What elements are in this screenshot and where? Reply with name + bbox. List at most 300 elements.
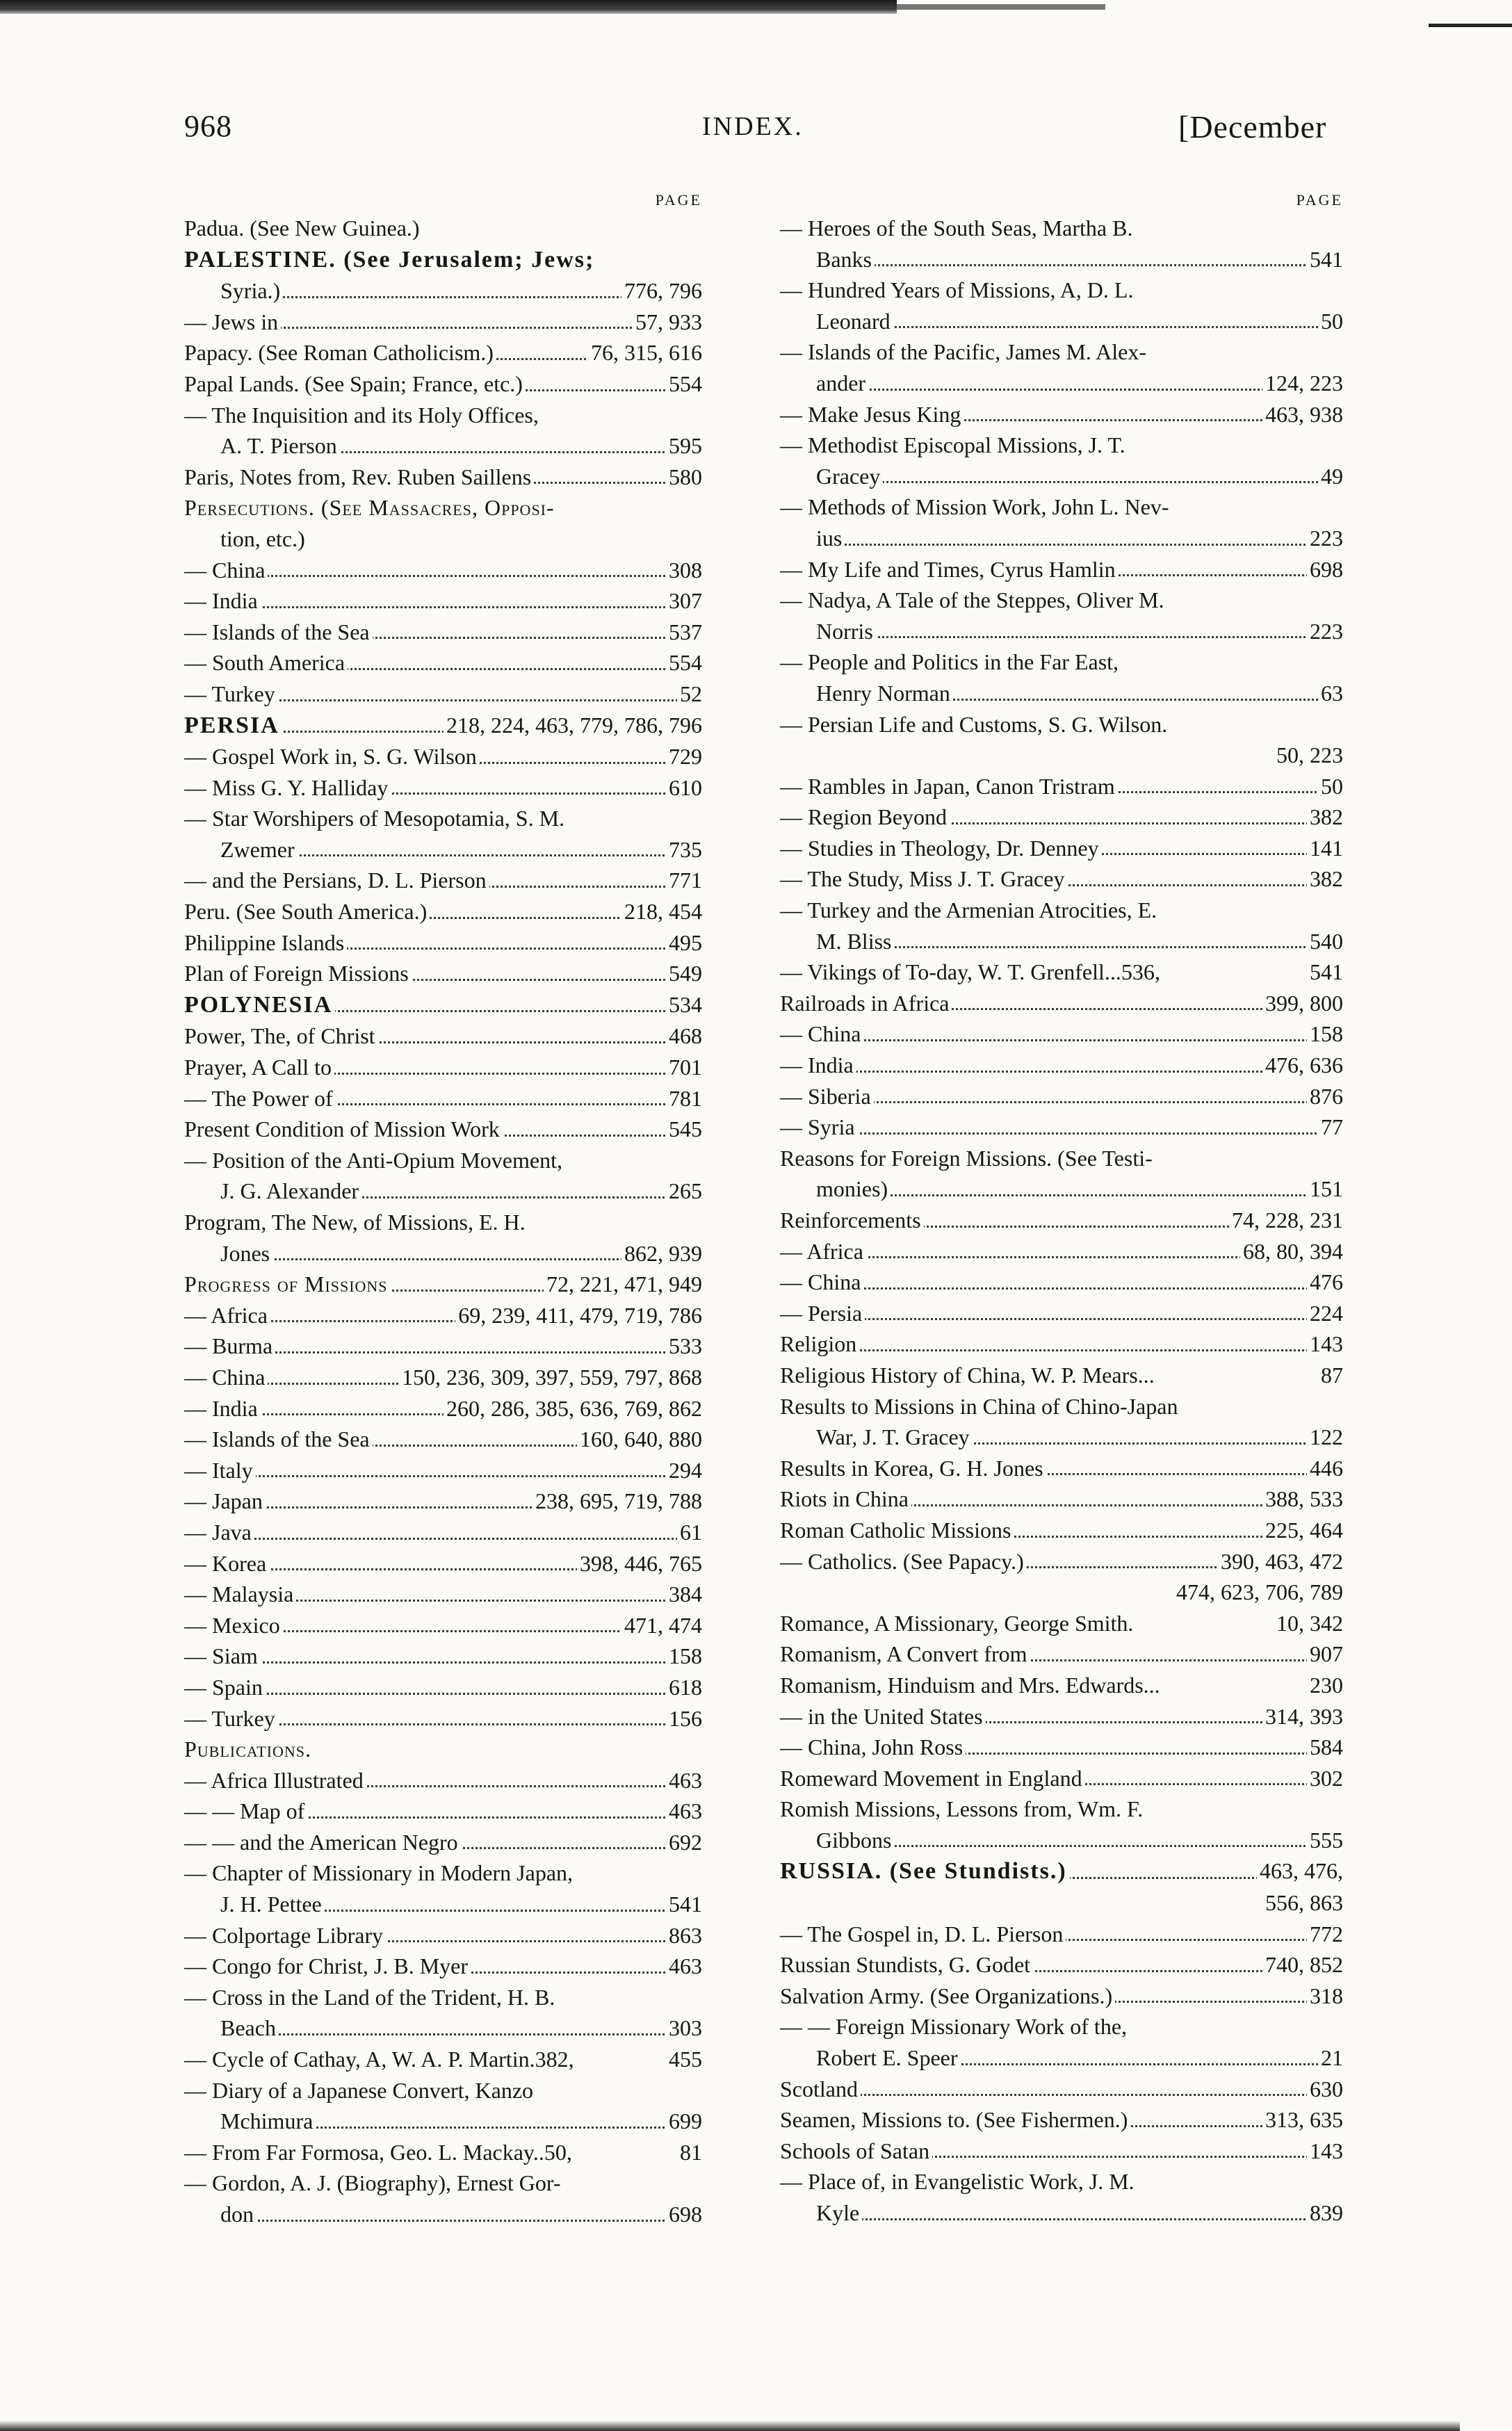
index-entry	[780, 554, 1343, 585]
entry-text: Mchimura	[220, 2108, 316, 2133]
entry-page-refs: 308	[666, 555, 702, 586]
index-entry	[184, 2199, 702, 2230]
entry-page-refs: 541	[1307, 244, 1343, 275]
index-entry	[780, 1422, 1343, 1453]
entry-page-refs: 540	[1307, 926, 1343, 957]
entry-text: Gibbons	[816, 1828, 894, 1853]
entry-page-refs: 77	[1318, 1112, 1343, 1143]
index-entry	[184, 492, 702, 523]
entry-text: — — Foreign Missionary Work of the,	[780, 2014, 1130, 2039]
index-entry	[780, 833, 1343, 864]
index-entry	[184, 834, 702, 865]
entry-text: Scotland	[780, 2076, 861, 2101]
index-entry	[780, 1173, 1343, 1205]
entry-page-refs: 455	[666, 2044, 702, 2075]
entry-page-refs: 554	[666, 368, 702, 400]
entry-text: — Turkey and the Armenian Atrocities, E.	[780, 897, 1160, 922]
entry-page-refs: 318	[1307, 1981, 1343, 2012]
entry-page-refs: 781	[666, 1083, 702, 1114]
index-entry	[780, 1267, 1343, 1298]
index-entry	[780, 1143, 1343, 1174]
entry-page-refs: 223	[1307, 523, 1343, 554]
index-entry	[780, 802, 1343, 833]
index-entry	[780, 1360, 1343, 1391]
entry-page-refs: 398, 446, 765	[577, 1548, 702, 1579]
index-entry	[780, 1298, 1343, 1329]
index-entry	[184, 803, 702, 834]
index-entry	[184, 1486, 702, 1517]
index-entry	[184, 1269, 702, 1300]
entry-text: — Hundred Years of Missions, A, D. L.	[780, 277, 1136, 302]
entry-page-refs: 463, 938	[1262, 399, 1343, 430]
index-entry	[780, 1018, 1343, 1050]
entry-text: Present Condition of Mission Work	[184, 1116, 503, 1141]
entry-page-refs: 610	[666, 772, 702, 804]
index-entry	[780, 1887, 1343, 1919]
entry-page-refs: 50	[1318, 771, 1343, 802]
index-entry	[780, 1794, 1343, 1825]
entry-text: M. Bliss	[816, 929, 894, 954]
running-head	[0, 104, 1512, 153]
index-entry	[184, 1734, 702, 1765]
entry-text: — — and the American Negro	[184, 1830, 461, 1855]
entry-page-refs: 534	[666, 989, 702, 1021]
index-entry	[780, 1981, 1343, 2012]
entry-page-refs: 618	[666, 1672, 702, 1703]
entry-text: — Persian Life and Customs, S. G. Wilson.	[780, 712, 1170, 737]
entry-page-refs: 74, 228, 231	[1229, 1205, 1343, 1236]
entry-page-refs: 537	[666, 617, 702, 648]
entry-text: — and the Persians, D. L. Pierson	[184, 868, 489, 893]
entry-text: — The Gospel in, D. L. Pierson	[780, 1921, 1066, 1946]
index-entry	[184, 462, 702, 493]
index-entry	[184, 1610, 702, 1641]
entry-text: — Make Jesus King	[780, 402, 964, 427]
entry-page-refs: 476	[1307, 1267, 1343, 1298]
index-entry	[184, 1331, 702, 1362]
entry-text: — Vikings of To-day, W. T. Grenfell...536,	[780, 959, 1163, 984]
entry-text: Papacy. (See Roman Catholicism.)	[184, 340, 496, 365]
index-entry	[184, 368, 702, 400]
entry-page-refs: 143	[1307, 1328, 1343, 1360]
entry-text: Progress of Missions	[184, 1271, 391, 1296]
index-entry	[780, 1670, 1343, 1701]
entry-page-refs: 150, 236, 309, 397, 559, 797, 868	[399, 1362, 702, 1393]
entry-text: J. G. Alexander	[220, 1178, 361, 1203]
entry-page-refs: 307	[666, 585, 702, 617]
entry-text	[816, 742, 819, 767]
entry-page-refs: 495	[666, 927, 702, 959]
index-entry	[780, 1949, 1343, 1981]
index-entry	[780, 1855, 1343, 1887]
entry-text: — India	[184, 1396, 261, 1421]
index-entry	[184, 2168, 702, 2199]
entry-text: Publications.	[184, 1737, 314, 1762]
entry-page-refs: 862, 939	[621, 1238, 702, 1269]
entry-page-refs: 141	[1307, 833, 1343, 864]
entry-page-refs: 698	[1307, 554, 1343, 585]
entry-text: Robert E. Speer	[816, 2045, 961, 2070]
index-entry	[780, 740, 1343, 771]
entry-text: ius	[816, 526, 845, 551]
entry-text: POLYNESIA	[184, 992, 335, 1018]
entry-page-refs: 876	[1307, 1081, 1343, 1112]
entry-page-refs: 218, 224, 463, 779, 786, 796	[444, 710, 702, 741]
entry-page-refs: 151	[1307, 1173, 1343, 1205]
entry-text: Reasons for Foreign Missions. (See Testi-	[780, 1146, 1155, 1171]
entry-text: Russian Stundists, G. Godet	[780, 1952, 1033, 1977]
entry-page-refs: 224	[1307, 1298, 1343, 1329]
entry-page-refs: 63	[1318, 678, 1343, 709]
entry-page-refs: 463	[666, 1796, 702, 1827]
scan-edge-top	[0, 0, 897, 14]
entry-text: Leonard	[816, 309, 893, 334]
index-entry	[184, 1641, 702, 1672]
index-entry	[184, 2013, 702, 2044]
entry-text: — Burma	[184, 1333, 275, 1358]
entry-text: Results to Missions in China of Chino-Japan	[780, 1394, 1180, 1419]
index-entry	[780, 2074, 1343, 2105]
entry-page-refs: 21	[1318, 2042, 1343, 2074]
index-entry	[184, 1362, 702, 1393]
entry-page-refs: 698	[666, 2199, 702, 2230]
entry-page-refs: 265	[666, 1176, 702, 1207]
index-entry	[184, 1672, 702, 1703]
entry-page-refs: 302	[1307, 1763, 1343, 1794]
entry-text: — Spain	[184, 1675, 266, 1700]
entry-text: — Nadya, A Tale of the Steppes, Oliver M.	[780, 587, 1167, 612]
entry-text: — Rambles in Japan, Canon Tristram	[780, 774, 1118, 799]
index-entry	[780, 1081, 1343, 1112]
entry-text: Romance, A Missionary, George Smith.	[780, 1611, 1136, 1636]
index-entry	[780, 709, 1343, 740]
entry-page-refs: 61	[677, 1517, 702, 1548]
entry-list-left	[184, 213, 702, 2230]
entry-page-refs: 463, 476,	[1257, 1855, 1343, 1887]
entry-page-refs: 382	[1307, 863, 1343, 895]
index-entry	[184, 2137, 702, 2168]
entry-text: — The Inquisition and its Holy Offices,	[184, 403, 542, 428]
entry-text: — Japan	[184, 1488, 266, 1513]
index-entry	[780, 585, 1343, 616]
index-entry	[184, 1145, 702, 1176]
index-entry	[780, 1825, 1343, 1856]
index-entry	[184, 1920, 702, 1951]
entry-page-refs: 76, 315, 616	[588, 337, 702, 368]
entry-page-refs: 50, 223	[1274, 740, 1343, 771]
index-entry	[184, 647, 702, 678]
index-entry	[780, 306, 1343, 337]
entry-text: — Region Beyond	[780, 804, 950, 829]
entry-text: — Africa Illustrated	[184, 1768, 366, 1793]
entry-page-refs: 772	[1307, 1919, 1343, 1950]
index-entry	[184, 1455, 702, 1486]
entry-text: — Siam	[184, 1643, 261, 1668]
index-entry	[184, 555, 702, 586]
entry-text: — India	[184, 588, 261, 613]
index-entry	[184, 1703, 702, 1734]
entry-text: — Diary of a Japanese Convert, Kanzo	[184, 2078, 536, 2103]
entry-text: Henry Norman	[816, 681, 953, 706]
entry-page-refs: 839	[1307, 2197, 1343, 2229]
index-entry	[780, 1515, 1343, 1546]
index-entry	[780, 1483, 1343, 1515]
entry-text: — China	[780, 1021, 863, 1046]
index-entry	[184, 307, 702, 338]
entry-text: Program, The New, of Missions, E. H.	[184, 1210, 528, 1235]
entry-text: Riots in China	[780, 1486, 911, 1511]
entry-page-refs: 545	[666, 1114, 702, 1145]
entry-page-refs: 49	[1318, 461, 1343, 492]
entry-text: J. H. Pettee	[220, 1892, 325, 1917]
entry-page-refs: 699	[666, 2106, 702, 2137]
entry-text: — China	[184, 1365, 268, 1390]
entry-text: — Position of the Anti-Opium Movement,	[184, 1148, 565, 1173]
entry-text: PALESTINE. (See Jerusalem; Jews;	[184, 247, 597, 273]
entry-text: — Catholics. (See Papacy.)	[780, 1549, 1027, 1574]
entry-text: Religion	[780, 1331, 859, 1356]
entry-page-refs: 218, 454	[621, 896, 702, 927]
entry-page-refs: 72, 221, 471, 949	[544, 1269, 702, 1300]
entry-text: — Java	[184, 1520, 254, 1545]
index-entry	[184, 275, 702, 307]
entry-page-refs: 735	[666, 834, 702, 865]
entry-text: — Heroes of the South Seas, Martha B.	[780, 216, 1135, 241]
index-entry	[780, 2197, 1343, 2229]
index-entry	[184, 741, 702, 772]
entry-page-refs: 399, 800	[1262, 988, 1343, 1019]
index-entry	[780, 2136, 1343, 2167]
index-entry	[184, 213, 702, 244]
entry-text: — — Map of	[184, 1798, 307, 1823]
entry-text	[816, 1579, 819, 1604]
entry-text: — Cycle of Cathay, A, W. A. P. Martin.382,	[184, 2047, 577, 2072]
index-entry	[184, 244, 702, 276]
index-entry	[780, 1453, 1343, 1484]
entry-text: — Chapter of Missionary in Modern Japan,	[184, 1860, 576, 1885]
entry-text: Zwemer	[220, 837, 298, 862]
entry-page-refs: 555	[1307, 1825, 1343, 1856]
entry-page-refs: 50	[1318, 306, 1343, 337]
index-entry	[184, 2075, 702, 2106]
entry-text: — Persia	[780, 1301, 865, 1326]
entry-page-refs: 122	[1307, 1422, 1343, 1453]
index-entry	[780, 1112, 1343, 1143]
index-entry	[780, 461, 1343, 492]
index-column-left	[184, 188, 702, 2230]
entry-text: Banks	[816, 247, 875, 272]
index-entry	[780, 1608, 1343, 1639]
entry-text: monies)	[816, 1176, 891, 1201]
index-entry	[184, 1548, 702, 1579]
index-entry	[780, 275, 1343, 306]
index-entry	[184, 1579, 702, 1610]
index-entry	[184, 400, 702, 431]
index-entry	[184, 1300, 702, 1331]
index-entry	[184, 1889, 702, 1920]
entry-page-refs: 158	[1307, 1018, 1343, 1050]
index-entry	[184, 1982, 702, 2013]
scan-edge-bottom	[0, 2421, 1460, 2431]
entry-page-refs: 554	[666, 647, 702, 678]
entry-page-refs: 863	[666, 1920, 702, 1951]
entry-page-refs: 230	[1307, 1670, 1343, 1701]
entry-text: PERSIA	[184, 713, 282, 738]
entry-text: — Gospel Work in, S. G. Wilson	[184, 744, 480, 769]
entry-text: — Colportage Library	[184, 1923, 386, 1948]
index-entry	[780, 1732, 1343, 1763]
index-entry	[780, 399, 1343, 430]
entry-text: — China, John Ross	[780, 1734, 966, 1759]
entry-text: Salvation Army. (See Organizations.)	[780, 1983, 1115, 2008]
entry-page-refs: 87	[1318, 1360, 1343, 1391]
entry-page-refs: 10, 342	[1274, 1608, 1343, 1639]
entry-text: Romeward Movement in England	[780, 1766, 1085, 1791]
entry-text: Kyle	[816, 2200, 862, 2225]
index-entry	[780, 430, 1343, 461]
entry-page-refs: 549	[666, 958, 702, 989]
index-entry	[780, 2166, 1343, 2197]
entry-text	[816, 1890, 819, 1915]
entry-text: — China	[780, 1269, 863, 1294]
entry-text: — Islands of the Sea	[184, 1426, 373, 1452]
index-entry	[780, 523, 1343, 554]
entry-page-refs: 463	[666, 1765, 702, 1796]
entry-text: Padua. (See New Guinea.)	[184, 216, 423, 241]
index-entry	[780, 336, 1343, 368]
index-column-right	[780, 188, 1343, 2229]
entry-page-refs: 446	[1307, 1453, 1343, 1484]
entry-text: A. T. Pierson	[220, 433, 340, 458]
entry-page-refs: 160, 640, 880	[577, 1424, 702, 1455]
entry-text: — in the United States	[780, 1704, 986, 1729]
index-entry	[780, 988, 1343, 1019]
index-entry	[780, 2011, 1343, 2042]
index-entry	[184, 1238, 702, 1269]
entry-page-refs: 907	[1307, 1639, 1343, 1670]
entry-page-refs: 771	[666, 865, 702, 896]
entry-text: Plan of Foreign Missions	[184, 961, 412, 986]
entry-page-refs: 68, 80, 394	[1240, 1236, 1343, 1267]
index-entry	[780, 926, 1343, 957]
index-entry	[780, 1205, 1343, 1236]
entry-text: Beach	[220, 2015, 279, 2040]
entry-text: Power, The, of Christ	[184, 1023, 378, 1048]
entry-page-refs: 143	[1307, 2136, 1343, 2167]
index-entry	[780, 1236, 1343, 1267]
index-entry	[780, 2042, 1343, 2074]
index-entry	[184, 1857, 702, 1889]
entry-text: — Italy	[184, 1458, 256, 1483]
index-entry	[184, 1021, 702, 1052]
entry-page-refs: 740, 852	[1262, 1949, 1343, 1981]
index-entry	[184, 896, 702, 927]
entry-page-refs: 541	[666, 1889, 702, 1920]
index-entry	[184, 1207, 702, 1238]
entry-list-right	[780, 213, 1343, 2229]
index-entry	[184, 1083, 702, 1114]
entry-text: ander	[816, 371, 868, 396]
index-entry	[184, 337, 702, 368]
index-entry	[184, 523, 702, 555]
index-entry	[780, 1391, 1343, 1422]
entry-page-refs: 223	[1307, 616, 1343, 647]
index-entry	[184, 989, 702, 1021]
index-entry	[780, 491, 1343, 523]
index-entry	[780, 616, 1343, 647]
index-entry	[184, 678, 702, 710]
entry-text: — Cross in the Land of the Trident, H. B.	[184, 1985, 558, 2010]
entry-page-refs: 630	[1307, 2074, 1343, 2105]
index-entry	[780, 678, 1343, 709]
entry-text: — South America	[184, 650, 348, 675]
entry-page-refs: 729	[666, 741, 702, 772]
index-entry	[184, 710, 702, 742]
entry-page-refs: 776, 796	[621, 275, 702, 307]
entry-page-refs: 69, 239, 411, 479, 719, 786	[455, 1300, 702, 1331]
running-head-month: [December	[1178, 109, 1327, 145]
index-entry	[780, 1328, 1343, 1360]
entry-text: Romanism, Hinduism and Mrs. Edwards...	[780, 1673, 1163, 1698]
scan-edge-top-fade	[897, 4, 1105, 10]
index-entry	[780, 1577, 1343, 1608]
index-entry	[184, 585, 702, 617]
entry-text: Romanism, A Convert from	[780, 1641, 1030, 1666]
index-entry	[780, 1050, 1343, 1081]
index-entry	[184, 430, 702, 462]
index-entry	[780, 1639, 1343, 1670]
entry-page-refs: 468	[666, 1021, 702, 1052]
entry-text: — Islands of the Sea	[184, 619, 373, 644]
index-entry	[780, 244, 1343, 275]
column-page-label: PAGE	[1296, 191, 1343, 209]
entry-text: Philippine Islands	[184, 930, 347, 955]
entry-page-refs: 533	[666, 1331, 702, 1362]
entry-text: Religious History of China, W. P. Mears...	[780, 1363, 1157, 1388]
index-entry	[184, 617, 702, 648]
index-entry	[184, 1114, 702, 1145]
index-entry	[184, 2106, 702, 2137]
entry-page-refs: 580	[666, 462, 702, 493]
entry-page-refs: 463	[666, 1951, 702, 1982]
entry-page-refs: 238, 695, 719, 788	[533, 1486, 702, 1517]
entry-page-refs: 303	[666, 2013, 702, 2044]
entry-page-refs: 471, 474	[621, 1610, 702, 1641]
index-entry	[780, 213, 1343, 244]
index-entry	[780, 647, 1343, 678]
entry-page-refs: 556, 863	[1262, 1887, 1343, 1919]
index-entry	[184, 1827, 702, 1858]
index-entry	[780, 2104, 1343, 2136]
entry-page-refs: 584	[1307, 1732, 1343, 1763]
entry-page-refs: 313, 635	[1262, 2104, 1343, 2136]
index-entry	[184, 1796, 702, 1827]
entry-page-refs: 294	[666, 1455, 702, 1486]
index-entry	[184, 927, 702, 959]
index-entry	[184, 865, 702, 896]
entry-page-refs: 156	[666, 1703, 702, 1734]
index-entry	[184, 1424, 702, 1455]
entry-page-refs: 390, 463, 472	[1218, 1546, 1343, 1577]
entry-text: — Place of, in Evangelistic Work, J. M.	[780, 2169, 1137, 2194]
entry-text: — People and Politics in the Far East,	[780, 649, 1121, 674]
entry-text: War, J. T. Gracey	[816, 1424, 973, 1449]
entry-page-refs: 81	[677, 2137, 702, 2168]
entry-text: — Gordon, A. J. (Biography), Ernest Gor-	[184, 2170, 564, 2195]
entry-page-refs: 701	[666, 1052, 702, 1083]
index-entry	[780, 863, 1343, 895]
entry-page-refs: 124, 223	[1262, 368, 1343, 399]
